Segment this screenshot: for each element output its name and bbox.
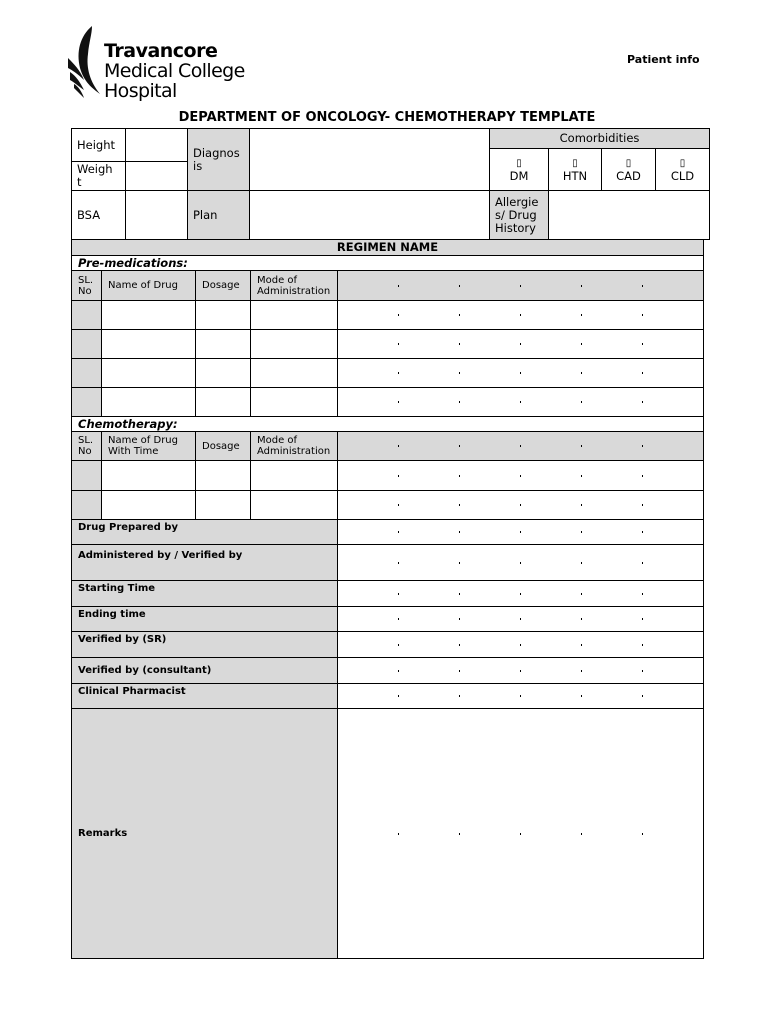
dosage-cell[interactable] bbox=[196, 491, 251, 520]
verified-by-sr-label: Verified by (SR) bbox=[72, 632, 338, 658]
premed-header-row bbox=[72, 271, 704, 301]
logo-line-3: Hospital bbox=[104, 80, 177, 102]
drug-cell[interactable] bbox=[102, 330, 196, 359]
column-header: Mode of Administration bbox=[251, 271, 338, 301]
drug-cell[interactable] bbox=[102, 491, 196, 520]
comorbidity-label: CLD bbox=[670, 169, 695, 183]
table-row bbox=[72, 461, 704, 491]
height-field[interactable] bbox=[126, 129, 188, 162]
plan-label: Plan bbox=[188, 191, 250, 240]
ending-time-label: Ending time bbox=[72, 607, 338, 632]
column-header: SL. No bbox=[72, 432, 102, 461]
drug-cell[interactable] bbox=[102, 359, 196, 388]
checkbox-icon[interactable]: ▯ bbox=[572, 158, 578, 169]
comorbidity-dm[interactable] bbox=[490, 149, 549, 191]
checkbox-icon[interactable]: ▯ bbox=[679, 158, 686, 169]
comorbidity-label: CAD bbox=[616, 169, 641, 183]
logo-line-1: Travancore bbox=[104, 40, 218, 62]
table-row bbox=[72, 330, 704, 359]
starting-time-label: Starting Time bbox=[72, 581, 338, 607]
patient-info-label: Patient info bbox=[627, 53, 700, 66]
sl-no-cell[interactable] bbox=[72, 461, 102, 491]
table-row bbox=[72, 359, 704, 388]
column-header: Name of Drug With Time bbox=[102, 432, 196, 461]
bsa-field[interactable] bbox=[126, 191, 188, 240]
height-label: Height bbox=[72, 129, 126, 162]
comorbidities-title: Comorbidities bbox=[490, 129, 710, 149]
column-header: Name of Drug bbox=[102, 271, 196, 301]
sl-no-cell[interactable] bbox=[72, 330, 102, 359]
weight-field[interactable] bbox=[126, 162, 188, 191]
signoff-row bbox=[72, 684, 704, 709]
table-row bbox=[72, 491, 704, 520]
regimen-table bbox=[71, 239, 704, 959]
mode-cell[interactable] bbox=[251, 491, 338, 520]
dosage-cell[interactable] bbox=[196, 388, 251, 417]
drug-cell[interactable] bbox=[102, 461, 196, 491]
verified-by-consultant-label: Verified by (consultant) bbox=[72, 658, 338, 684]
mode-cell[interactable] bbox=[251, 461, 338, 491]
table-row bbox=[72, 301, 704, 330]
page-title: DEPARTMENT OF ONCOLOGY- CHEMOTHERAPY TEMPLATE bbox=[178, 110, 596, 125]
mode-cell[interactable] bbox=[251, 301, 338, 330]
dosage-cell[interactable] bbox=[196, 461, 251, 491]
allergies-label: Allergie s/ Drug History bbox=[490, 191, 549, 240]
mode-cell[interactable] bbox=[251, 388, 338, 417]
plan-field[interactable] bbox=[250, 191, 490, 240]
column-header: SL. No bbox=[72, 271, 102, 301]
chemo-header-row bbox=[72, 432, 704, 461]
drug-prepared-by-label: Drug Prepared by bbox=[72, 520, 338, 545]
administered-by-label: Administered by / Verified by bbox=[72, 545, 338, 581]
clinical-pharmacist-label: Clinical Pharmacist bbox=[72, 684, 338, 709]
remarks-label: Remarks bbox=[72, 709, 338, 959]
comorbidity-htn[interactable] bbox=[549, 149, 602, 191]
dosage-cell[interactable] bbox=[196, 359, 251, 388]
mode-cell[interactable] bbox=[251, 359, 338, 388]
comorbidity-cld[interactable] bbox=[656, 149, 710, 191]
signoff-row bbox=[72, 581, 704, 607]
comorbidity-cad[interactable] bbox=[602, 149, 656, 191]
mode-cell[interactable] bbox=[251, 330, 338, 359]
column-header: Dosage bbox=[196, 271, 251, 301]
allergies-field[interactable] bbox=[549, 191, 710, 240]
column-header: Dosage bbox=[196, 432, 251, 461]
regimen-name-title: REGIMEN NAME bbox=[72, 240, 704, 256]
column-header: Mode of Administration bbox=[251, 432, 338, 461]
dosage-cell[interactable] bbox=[196, 301, 251, 330]
sl-no-cell[interactable] bbox=[72, 388, 102, 417]
sl-no-cell[interactable] bbox=[72, 491, 102, 520]
signoff-row bbox=[72, 658, 704, 684]
logo-line-2: Medical College bbox=[104, 60, 245, 82]
patient-details-table bbox=[71, 128, 710, 240]
weight-label: Weigh t bbox=[72, 162, 126, 191]
checkbox-icon[interactable]: ▯ bbox=[625, 158, 632, 169]
signoff-row bbox=[72, 545, 704, 581]
drug-cell[interactable] bbox=[102, 388, 196, 417]
table-row bbox=[72, 388, 704, 417]
bsa-label: BSA bbox=[72, 191, 126, 240]
signoff-row bbox=[72, 607, 704, 632]
hospital-logo-icon bbox=[66, 24, 104, 100]
signoff-row bbox=[72, 520, 704, 545]
comorbidity-label: DM bbox=[509, 169, 529, 183]
sl-no-cell[interactable] bbox=[72, 301, 102, 330]
remarks-row bbox=[72, 709, 704, 959]
chemotherapy-title: Chemotherapy: bbox=[72, 417, 704, 432]
checkbox-icon[interactable]: ▯ bbox=[516, 158, 522, 169]
comorbidity-label: HTN bbox=[562, 169, 588, 183]
dosage-cell[interactable] bbox=[196, 330, 251, 359]
diagnosis-label: Diagnos is bbox=[188, 129, 250, 191]
premedications-title: Pre-medications: bbox=[72, 256, 704, 271]
diagnosis-field[interactable] bbox=[250, 129, 490, 191]
signoff-row bbox=[72, 632, 704, 658]
drug-cell[interactable] bbox=[102, 301, 196, 330]
sl-no-cell[interactable] bbox=[72, 359, 102, 388]
